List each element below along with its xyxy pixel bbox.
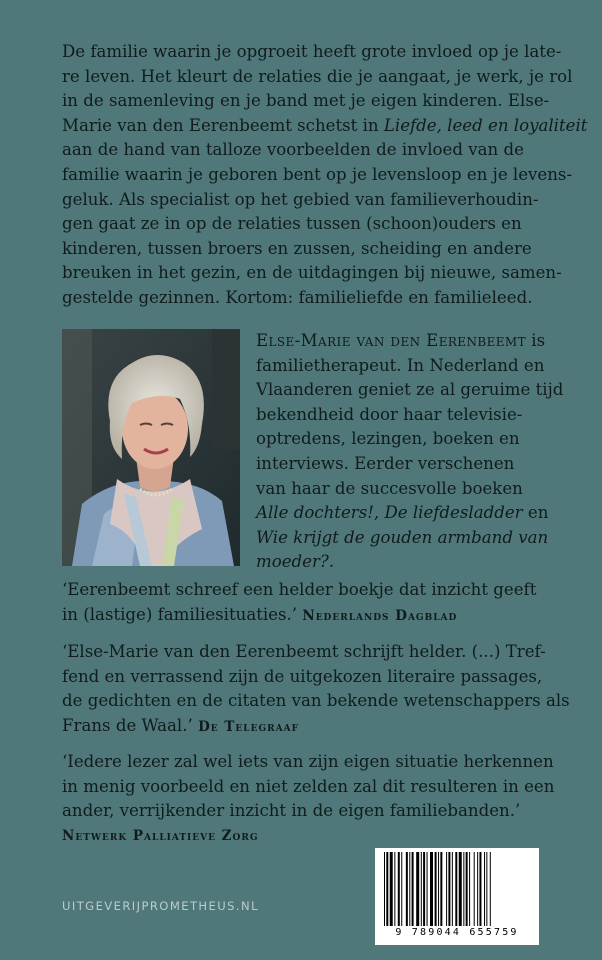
barcode-bar <box>412 852 414 926</box>
quote-line: ‘Iedere lezer zal wel iets van zijn eigen situatie herkennen <box>62 752 554 771</box>
quote-line: fend en verrassend zijn de uitgekozen literaire passages, <box>62 666 543 686</box>
quote-source: De Telegraaf <box>198 718 299 735</box>
quote-source: Netwerk Palliatieve Zorg <box>62 827 259 844</box>
author-bio-line <box>256 550 566 575</box>
quote-text: Frans de Waal.’ <box>62 715 193 735</box>
author-bio-line: optredens, lezingen, boeken en <box>256 429 520 449</box>
barcode-bar <box>452 852 453 926</box>
author-bio-line: familietherapeut. In Nederland en <box>256 355 545 375</box>
review-quote <box>62 640 570 739</box>
quote-text: in (lastige) familiesituaties.’ <box>62 604 298 624</box>
separator: , <box>373 503 385 523</box>
book-title: Liefde, leed en loyaliteit <box>383 115 588 135</box>
publisher-url: UITGEVERIJPROMETHEUS.NL <box>62 899 259 913</box>
quote-line: de gedichten en de citaten van bekende wetenschappers als <box>62 691 570 711</box>
barcode-bar <box>463 852 464 926</box>
author-bio-line <box>256 329 566 354</box>
author-bio-text: is <box>525 331 546 350</box>
barcode-bar <box>490 852 491 926</box>
blurb-line: familie waarin je geboren bent op je levensloop en je levens- <box>62 164 573 184</box>
author-bio-line <box>256 526 566 551</box>
book-title: Alle dochters! <box>256 503 374 523</box>
quote-line <box>62 603 567 629</box>
blurb-line: kinderen, tussen broers en zussen, scheiding en andere <box>62 238 532 258</box>
blurb-line: gestelde gezinnen. Kortom: familieliefde en familieleed. <box>62 287 533 307</box>
blurb-text: Marie van den Eerenbeemt schetst in <box>62 115 384 135</box>
blurb-line: re leven. Het kleurt de relaties die je aangaat, je werk, je rol <box>62 66 573 86</box>
author-bio-text: en <box>522 503 549 523</box>
author-bio-line: interviews. Eerder verschenen <box>256 453 515 473</box>
barcode-bar <box>466 852 468 926</box>
author-bio-line <box>256 501 566 526</box>
barcode-bar <box>474 852 475 926</box>
review-quote <box>62 578 567 628</box>
book-title: De liefdesladder <box>384 503 523 523</box>
blurb-line <box>62 114 588 139</box>
barcode-bar <box>401 852 402 926</box>
barcode-bar <box>394 852 395 926</box>
book-title: Wie krijgt de gouden armband van <box>256 527 549 547</box>
barcode-bar <box>435 852 437 926</box>
barcode-bar <box>438 852 439 926</box>
author-photo <box>62 329 240 566</box>
book-title: moeder? <box>256 552 329 572</box>
author-bio-text: . <box>328 552 335 572</box>
barcode-bar <box>409 852 410 926</box>
barcode-bar <box>477 852 478 926</box>
review-quote <box>62 750 567 848</box>
quote-line: in menig voorbeeld en niet zelden zal dit resulteren in een <box>62 776 555 796</box>
quote-line <box>62 714 567 740</box>
barcode-bar <box>459 852 462 926</box>
barcode-bar <box>398 852 400 926</box>
barcode-bar <box>479 852 481 926</box>
barcode-bar <box>386 852 388 926</box>
barcode <box>375 848 539 945</box>
author-name: Else-Marie van den Eerenbeemt <box>256 331 526 350</box>
barcode-bars <box>384 852 530 926</box>
barcode-bar <box>430 852 433 926</box>
blurb-line: gen gaat ze in op de relaties tussen (schoon)ouders en <box>62 214 522 234</box>
blurb-line: in de samenleving en je band met je eigen kinderen. Else- <box>62 91 550 111</box>
barcode-bar <box>448 852 450 926</box>
barcode-bar <box>427 852 428 926</box>
barcode-bar <box>416 852 419 926</box>
blurb-line: breuken in het gezin, en de uitdagingen bij nieuwe, samen- <box>62 263 562 283</box>
quote-line: ander, verrijkender inzicht in de eigen familiebanden.’ <box>62 801 521 821</box>
barcode-bar <box>423 852 425 926</box>
author-bio <box>256 329 566 575</box>
barcode-bar <box>446 852 447 926</box>
blurb-line: aan de hand van talloze voorbeelden de invloed van de <box>62 140 524 160</box>
barcode-bar <box>421 852 422 926</box>
barcode-bar <box>440 852 442 926</box>
author-bio-line: Vlaanderen geniet ze al geruime tijd <box>256 380 564 400</box>
barcode-bar <box>406 852 408 926</box>
blurb-line: De familie waarin je opgroeit heeft grote invloed op je late- <box>62 42 562 61</box>
barcode-bar <box>469 852 470 926</box>
author-bio-line: van haar de succesvolle boeken <box>256 478 523 498</box>
quote-line: ‘Else-Marie van den Eerenbeemt schrijft helder. (...) Tref- <box>62 642 546 661</box>
barcode-bar <box>384 852 385 926</box>
quote-line: ‘Eerenbeemt schreef een helder boekje dat inzicht geeft <box>62 580 537 599</box>
barcode-bar <box>455 852 457 926</box>
barcode-bar <box>486 852 487 926</box>
isbn-number: 9 789044 655759 <box>395 927 519 938</box>
blurb-paragraph <box>62 40 588 311</box>
blurb-line: geluk. Als specialist op het gebied van familieverhoudin- <box>62 189 539 209</box>
quote-source: Nederlands Dagblad <box>302 607 458 624</box>
barcode-bar <box>484 852 485 926</box>
author-bio-line: bekendheid door haar televisie- <box>256 404 523 424</box>
barcode-bar <box>390 852 393 926</box>
